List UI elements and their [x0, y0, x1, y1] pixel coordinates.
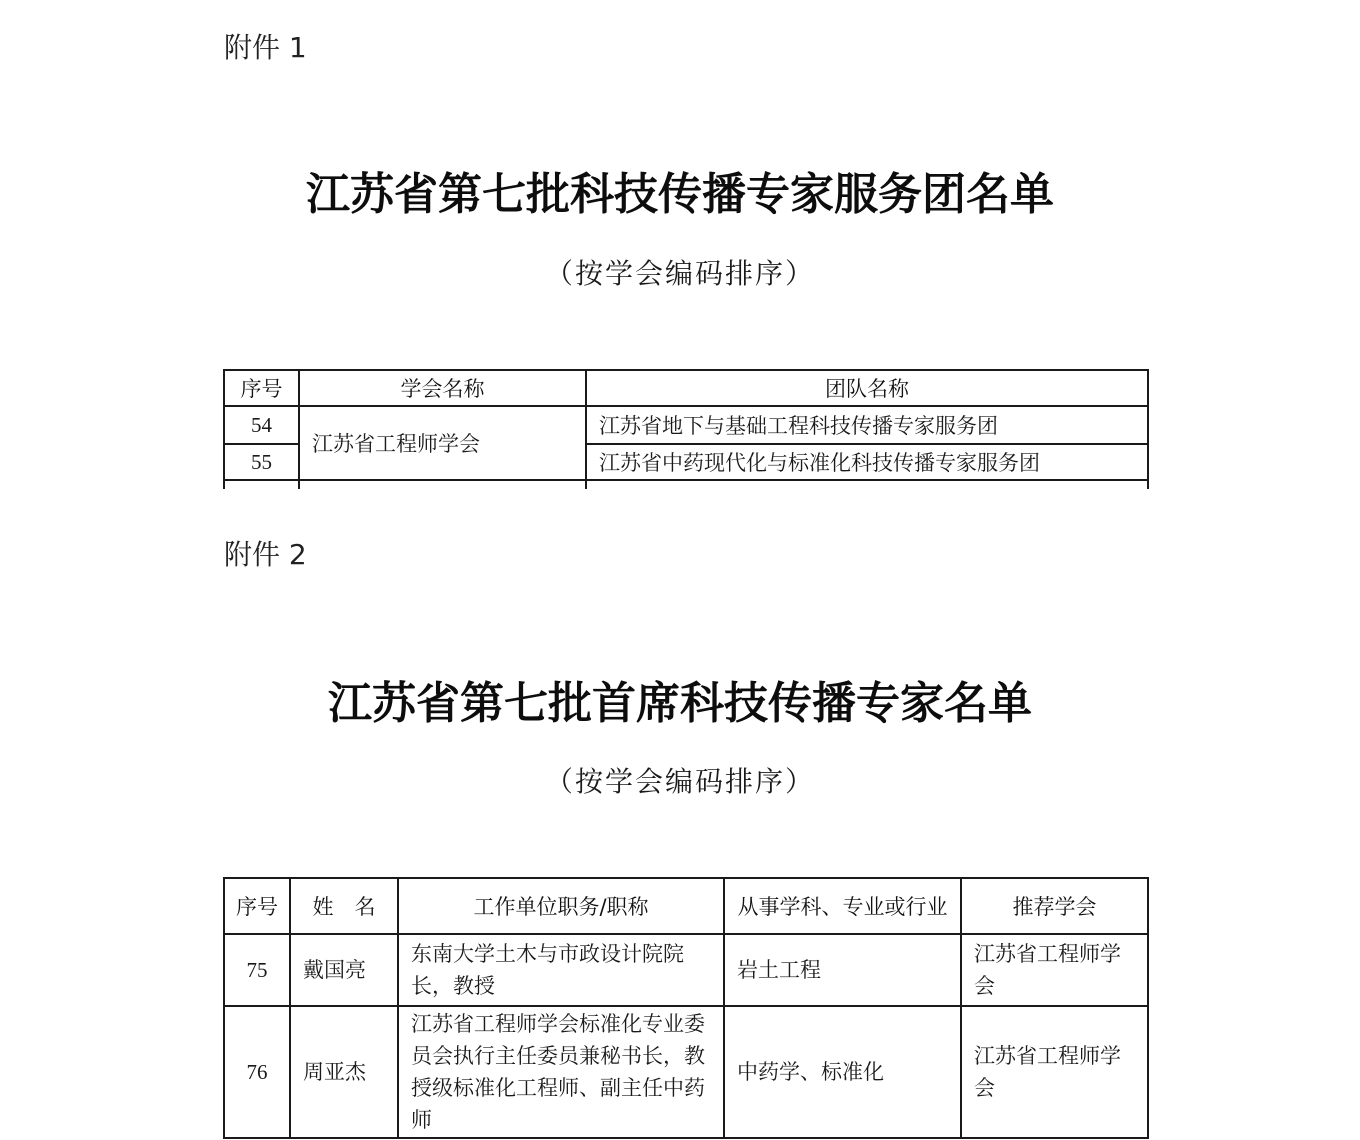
row-society: 江苏省工程师学会	[961, 934, 1148, 1006]
table-header-row	[224, 878, 1148, 934]
cut-cell	[299, 480, 586, 489]
row-serial-no: 54	[224, 406, 299, 444]
row-team-name: 江苏省地下与基础工程科技传播专家服务团	[586, 406, 1148, 444]
table-header-row	[224, 370, 1148, 406]
row-field: 岩土工程	[724, 934, 961, 1006]
table-row-cut	[224, 480, 1148, 489]
row-serial-no: 76	[224, 1006, 290, 1138]
cut-cell	[224, 480, 299, 489]
service-team-table	[223, 369, 1149, 489]
row-serial-no: 75	[224, 934, 290, 1006]
chief-expert-table	[223, 877, 1149, 1139]
header-serial-no: 序号	[224, 878, 290, 934]
row-position: 东南大学土木与市政设计院院长，教授	[398, 934, 724, 1006]
row-team-name: 江苏省中药现代化与标准化科技传播专家服务团	[586, 444, 1148, 480]
row-field: 中药学、标准化	[724, 1006, 961, 1138]
row-serial-no: 55	[224, 444, 299, 480]
attachment-2-subtitle: （按学会编码排序）	[544, 765, 815, 798]
row-name: 周亚杰	[290, 1006, 398, 1138]
attachment-1-subtitle: （按学会编码排序）	[544, 257, 815, 290]
row-name: 戴国亮	[290, 934, 398, 1006]
header-recommending-society: 推荐学会	[961, 878, 1148, 934]
attachment-2-label: 附件 2	[224, 538, 307, 571]
attachment-2-title: 江苏省第七批首席科技传播专家名单	[328, 678, 1032, 729]
header-position: 工作单位职务/职称	[398, 878, 724, 934]
attachment-1-label: 附件 1	[224, 31, 307, 64]
row-society: 江苏省工程师学会	[961, 1006, 1148, 1138]
row-position: 江苏省工程师学会标准化专业委员会执行主任委员兼秘书长，教授级标准化工程师、副主任中药师	[398, 1006, 724, 1138]
header-name: 姓 名	[290, 878, 398, 934]
attachment-1-title: 江苏省第七批科技传播专家服务团名单	[306, 169, 1054, 220]
table-row	[224, 406, 1148, 444]
header-serial-no: 序号	[224, 370, 299, 406]
cut-cell	[586, 480, 1148, 489]
header-society-name: 学会名称	[299, 370, 586, 406]
table-row	[224, 1006, 1148, 1138]
header-field: 从事学科、专业或行业	[724, 878, 961, 934]
table-row	[224, 934, 1148, 1006]
header-team-name: 团队名称	[586, 370, 1148, 406]
row-society-name: 江苏省工程师学会	[299, 406, 586, 480]
